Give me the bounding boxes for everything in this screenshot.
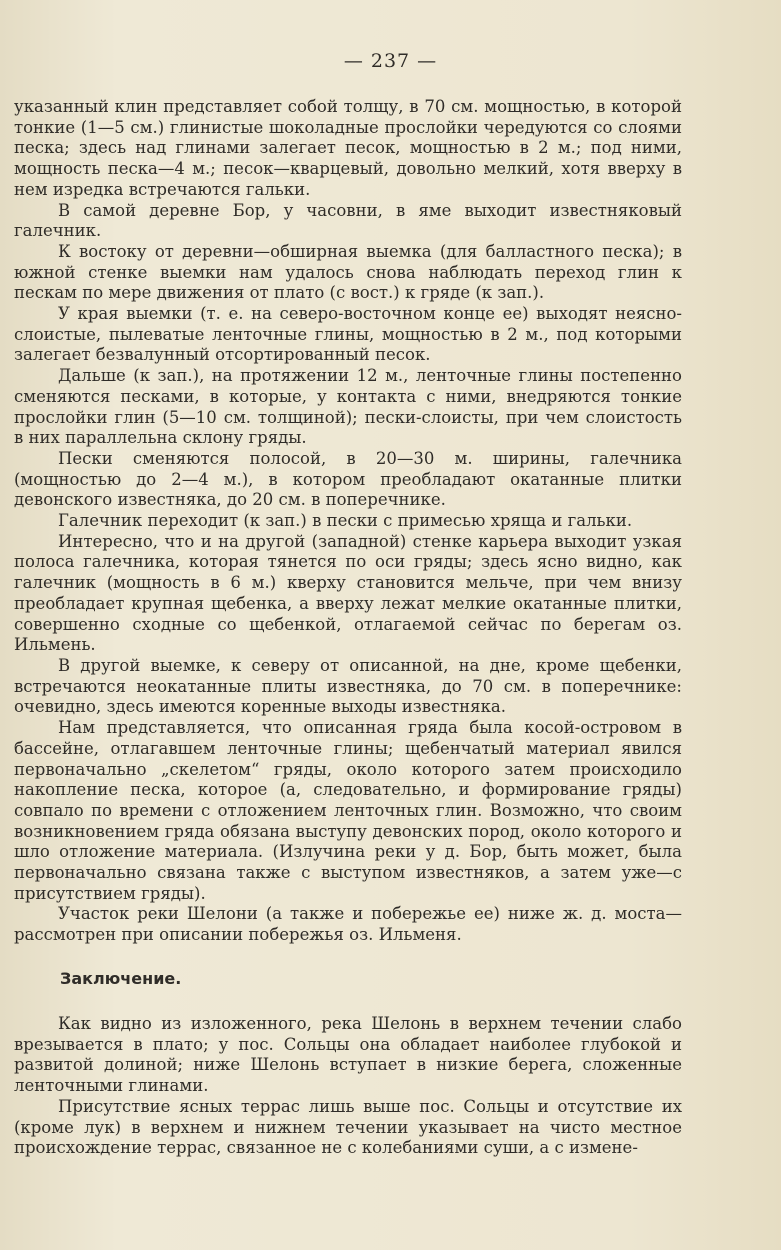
paragraph-3: К востоку от деревни—обширная выемка (для балластного песка); в южной стенке выемки нам удалось снова наблюдать переход глин к пескам по мере движения от плато (с вост.) к гряде (к зап.). — [14, 241, 682, 303]
paragraph-6: Пески сменяются полосой, в 20—30 м. ширины, галечника (мощностью до 2—4 м.), в котором преобладают окатанные плитки девонского известняка, до 20 см. в поперечнике. — [14, 448, 682, 510]
conclusion-paragraph-1: Как видно из изложенного, река Шелонь в верхнем течении слабо врезывается в плато; у пос. Сольцы она обладает наиболее глубокой и развитой долиной; ниже Шелонь вступает в низкие берега, сложенные ленточными глинами. — [14, 1014, 682, 1096]
paragraph-11: Участок реки Шелони (а также и побережье ее) ниже ж. д. моста—рассмотрен при описании побережья оз. Ильменя. — [14, 904, 682, 945]
page-number: — 237 — — [343, 50, 438, 72]
body-text — [14, 97, 682, 946]
conclusion-text — [14, 1014, 682, 1159]
paragraph-7: Галечник переходит (к зап.) в пески с примесью хряща и гальки. — [58, 511, 633, 531]
paragraph-1: указанный клин представляет собой толщу, в 70 см. мощностью, в которой тонкие (1—5 см.) глинистые шоколадные прослойки чередуются со слоями песка; здесь над глинами залегает песок, мощностью в 2 м.; под ними, мощность песка—4 м.; песок—кварцевый, довольно мелкий, хотя вверху в нем изредка встречаются гальки. — [14, 97, 682, 199]
paragraph-10: Нам представляется, что описанная гряда была косой-островом в бассейне, отлагавшем ленточные глины; щебенчатый материал явился первоначально „скелетом“ гряды, около которого затем происходило накопление песка, которое (а, следовательно, и формирование гряды) совпало по времени с отложением ленточных глин. Возможно, что своим возникновением гряда обязана выступу девонских пород, около которого и шло отложение материала. (Излучина реки у д. Бор, быть может, была первоначально связана также с выступом известняков, а затем уже—с присутствием гряды). — [14, 718, 682, 903]
paragraph-5: Дальше (к зап.), на протяжении 12 м., ленточные глины постепенно сменяются песками, в которые, у контакта с ними, внедряются тонкие прослойки глин (5—10 см. толщиной); пески-слоисты, при чем слоистость в них параллельна склону гряды. — [14, 366, 682, 448]
paragraph-9: В другой выемке, к северу от описанной, на дне, кроме щебенки, встречаются неокатанные плиты известняка, до 70 см. в поперечнике: очевидно, здесь имеются коренные выходы известняка. — [14, 655, 682, 717]
paragraph-4: У края выемки (т. е. на северо-восточном конце ее) выходят неясно-слоистые, пылеватые ленточные глины, мощностью в 2 м., под которыми залегает безвалунный отсортированный песок. — [14, 304, 682, 365]
conclusion-paragraph-2: Присутствие ясных террас лишь выше пос. Сольцы и отсутствие их (кроме лук) в верхнем и нижнем течении указывает на чисто местное происхождение террас, связанное не с колебаниями суши, а с измене- — [14, 1096, 682, 1158]
paragraph-2: В самой деревне Бор, у часовни, в яме выходит известняковый галечник. — [14, 200, 682, 241]
paragraph-8: Интересно, что и на другой (западной) стенке карьера выходит узкая полоса галечника, которая тянется по оси гряды; здесь ясно видно, как галечник (мощность в 6 м.) кверху становится мельче, при чем внизу преобладает крупная щебенка, а вверху лежат мелкие окатанные плитки, совершенно сходные со щебенкой, отлагаемой сейчас по берегам оз. Ильмень. — [14, 531, 682, 655]
section-heading: Заключение. — [60, 969, 182, 988]
